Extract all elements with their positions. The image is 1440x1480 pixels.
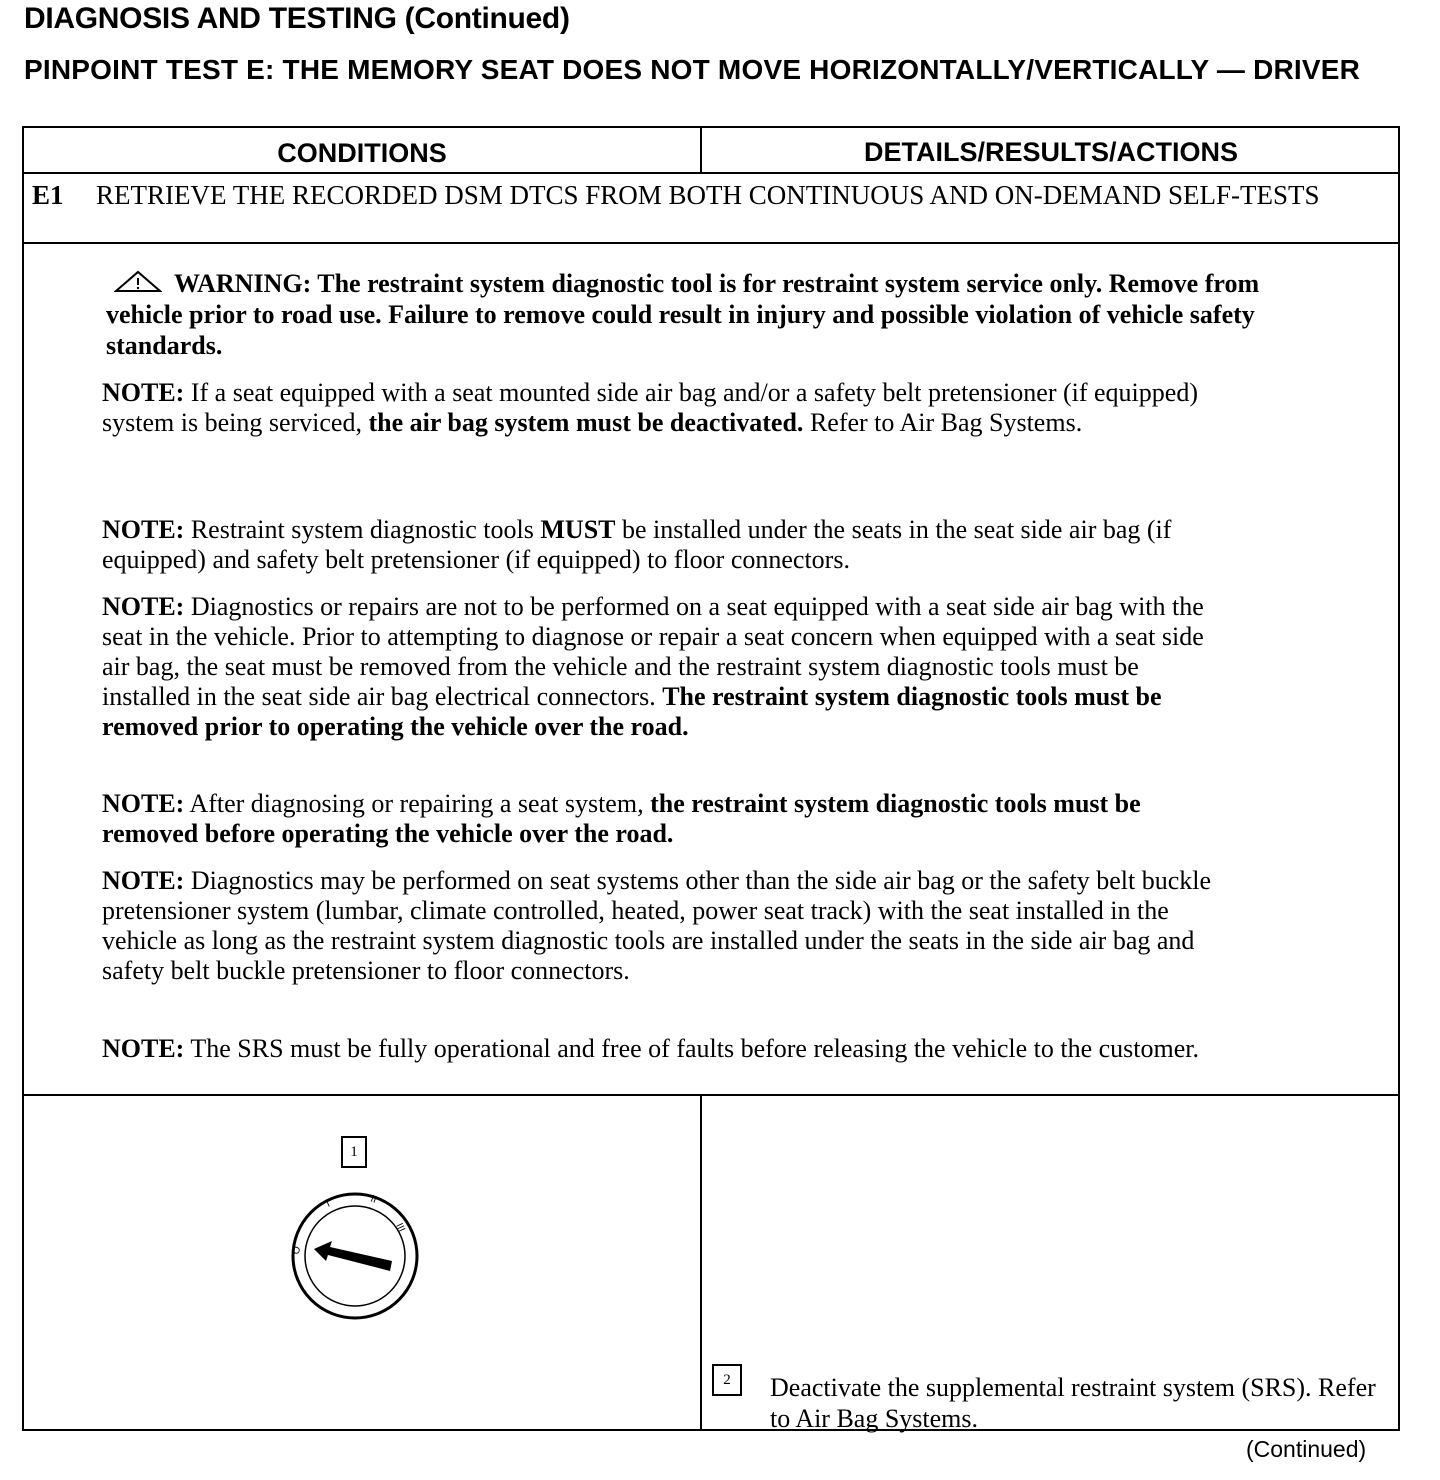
callout-2: 2 bbox=[712, 1364, 742, 1396]
warning-block bbox=[106, 268, 1306, 361]
note-3-emphasis: The restraint system diagnostic tools must be removed prior to operating the vehicle over the road. bbox=[102, 682, 1162, 741]
note-6 bbox=[102, 1034, 1222, 1064]
step-number: E1 bbox=[32, 180, 64, 210]
table-header bbox=[24, 128, 1398, 174]
continued-label: (Continued) bbox=[1246, 1436, 1367, 1462]
note-2-text: Restraint system diagnostic tools bbox=[190, 515, 534, 544]
action-cell bbox=[702, 1096, 1400, 1433]
note-5-text: Diagnostics may be performed on seat systems other than the side air bag or the safety belt buckle pretensioner system (lumbar, climate controlled, heated, power seat track) with the seat installed in the vehicle as long as the restraint system diagnostic tools are installed under the seats in the side air bag and safety belt buckle pretensioner to floor connectors. bbox=[102, 866, 1212, 985]
illustration-cell bbox=[24, 1096, 702, 1429]
note-6-text: The SRS must be fully operational and free of faults before releasing the vehicle to the customer. bbox=[190, 1034, 1200, 1063]
note-1-emphasis: the air bag system must be deactivated. bbox=[368, 408, 804, 437]
step-title: RETRIEVE THE RECORDED DSM DTCS FROM BOTH CONTINUOUS AND ON-DEMAND SELF-TESTS bbox=[96, 180, 1320, 210]
action-2-text: Deactivate the supplemental restraint system (SRS). Refer to Air Bag Systems. bbox=[770, 1373, 1376, 1433]
page-title: DIAGNOSIS AND TESTING (Continued) bbox=[24, 2, 570, 35]
note-1-ref: Refer to Air Bag Systems. bbox=[809, 408, 1083, 437]
warning-triangle-icon bbox=[114, 270, 162, 292]
note-2-emphasis: MUST bbox=[540, 515, 616, 544]
pinpoint-test-title: PINPOINT TEST E: THE MEMORY SEAT DOES NOT MOVE HORIZONTALLY/VERTICALLY — DRIVER bbox=[24, 54, 1361, 85]
note-1 bbox=[102, 378, 1222, 438]
conditions-header: CONDITIONS bbox=[24, 128, 702, 172]
note-4 bbox=[102, 789, 1222, 849]
note-3 bbox=[102, 592, 1222, 742]
note-4-text: After diagnosing or repairing a seat system, bbox=[189, 789, 644, 818]
ignition-run-label: II bbox=[368, 1193, 378, 1206]
details-header: DETAILS/RESULTS/ACTIONS bbox=[863, 137, 1238, 167]
note-2-text-end: be installed under the seats in the seat side air bag (if equipped) and safety belt pretensioner (if equipped) to floor connectors. bbox=[102, 515, 1172, 574]
note-label: NOTE: bbox=[102, 1034, 185, 1063]
note-label: NOTE: bbox=[102, 592, 185, 621]
notes-section bbox=[24, 244, 1398, 1096]
note-label: NOTE: bbox=[102, 789, 185, 818]
callout-1: 1 bbox=[341, 1136, 367, 1168]
note-label: NOTE: bbox=[102, 515, 185, 544]
note-3-text: Diagnostics or repairs are not to be performed on a seat equipped with a seat side air bag with the seat in the vehicle. Prior to attempting to diagnose or repair a seat concern when equipped with a seat side air bag, the seat must be removed from the vehicle and the restraint system diagnostic tools must be installed in the seat side air bag electrical connectors. bbox=[102, 592, 1204, 711]
ignition-start-label: III bbox=[393, 1221, 407, 1234]
note-label: NOTE: bbox=[102, 866, 185, 895]
ignition-acc-label: I bbox=[324, 1198, 332, 1210]
ignition-off-label: O bbox=[290, 1244, 304, 1257]
step-row bbox=[24, 174, 1398, 244]
note-5 bbox=[102, 866, 1222, 986]
warning-text: WARNING: The restraint system diagnostic tool is for restraint system service only. Remove from vehicle prior to road use. Failure to remove could result in injury and possible violation of vehicle safety standards. bbox=[106, 269, 1260, 360]
note-4-emphasis: the restraint system diagnostic tools must be removed before operating the vehicle over the road. bbox=[102, 789, 1141, 848]
pinpoint-test-table bbox=[22, 126, 1400, 1431]
ignition-switch-icon bbox=[280, 1181, 430, 1331]
note-label: NOTE: bbox=[102, 378, 185, 407]
note-1-text: If a seat equipped with a seat mounted side air bag and/or a safety belt pretensioner (if equipped) system is being serviced, bbox=[102, 378, 1198, 437]
note-2 bbox=[102, 515, 1222, 575]
illustration-row bbox=[24, 1096, 1398, 1433]
